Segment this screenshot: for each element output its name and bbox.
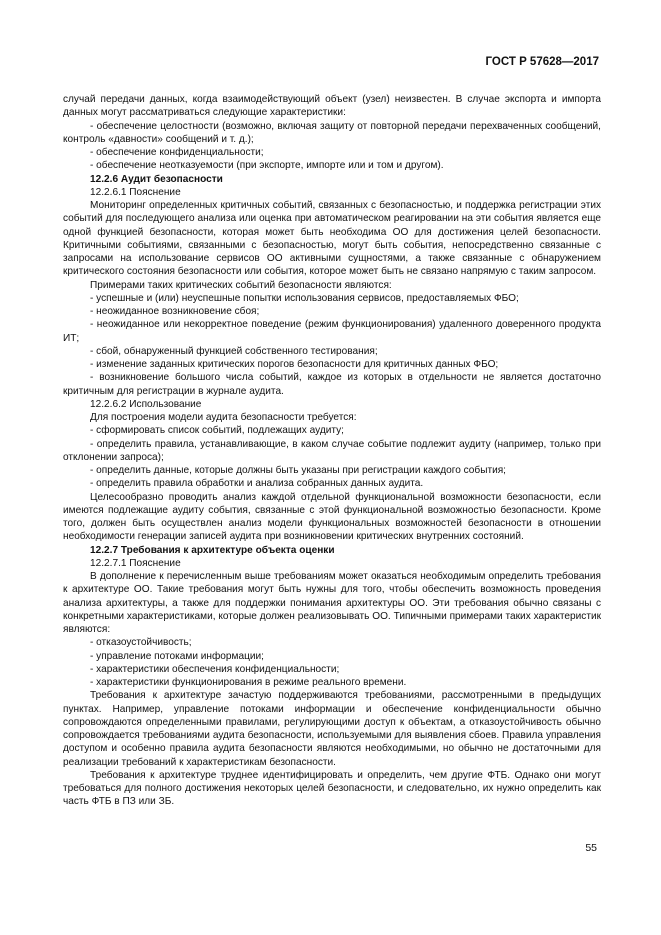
- paragraph: - успешные и (или) неуспешные попытки использования сервисов, предоставляемых ФБО;: [90, 292, 519, 304]
- paragraph: - определить данные, которые должны быть указаны при регистрации каждого события;: [90, 465, 506, 476]
- paragraph: Требования к архитектуре труднее идентифицировать и определить, чем другие ФТБ. Однако они могут требоваться для полного достижения некоторых целей безопасности, и следовательно, их нужно определить как часть ФТБ в ПЗ или ЗБ.: [63, 769, 601, 808]
- paragraph: Для построения модели аудита безопасности требуется:: [90, 412, 357, 423]
- paragraph: Примерами таких критических событий безопасности являются:: [90, 279, 392, 291]
- document-header: ГОСТ Р 57628—2017: [485, 56, 599, 68]
- paragraph: - управление потоками информации;: [90, 650, 264, 662]
- page-number: 55: [585, 842, 597, 854]
- paragraph: - обеспечение целостности (возможно, включая защиту от повторной передачи перехваченных сообщений, контроль «давности» сообщений и т. д.);: [63, 120, 601, 145]
- paragraph: - сформировать список событий, подлежащих аудиту;: [90, 425, 344, 437]
- paragraph: - обеспечение конфиденциальности;: [90, 147, 264, 158]
- paragraph: 12.2.6.2 Использование: [90, 398, 202, 410]
- paragraph: - характеристики обеспечения конфиденциальности;: [90, 663, 340, 675]
- paragraph: - возникновение большого числа событий, каждое из которых в отдельности не является достаточно критичным для регистрации в журнале аудита.: [63, 372, 601, 397]
- paragraph: - определить правила, устанавливающие, в каком случае событие подлежит аудиту (например, только при отклонении запроса);: [63, 438, 601, 463]
- paragraph: Требования к архитектуре зачастую поддерживаются требованиями, рассмотренными в предыдущих пунктах. Например, управление потоками информации и обеспечение конфиденциальности обычно сопровождаются определенными правилами, регулирующими доступ к объектам, а отказоустойчивость обычно сопровождается требованиями аудита безопасности, используемыми для выявления сбоев. Правила управления доступом и особенно правила аудита безопасности являются необходимыми, но обычно не достаточными для реализации требований к характеристикам безопасности.: [63, 690, 601, 768]
- section-heading: 12.2.7 Требования к архитектуре объекта оценки: [90, 544, 335, 556]
- paragraph: В дополнение к перечисленным выше требованиям может оказаться необходимым определить требования к архитектуре ОО. Такие требования могут быть нужны для того, чтобы обеспечить возможность проведения анализа архитектуры, а также для поддержки понимания архитектуры ОО. Эти требования обычно связаны с конкретными характеристиками, которые должен реализовывать ОО. Типичными примерами таких характеристик являются:: [63, 571, 601, 635]
- paragraph: Целесообразно проводить анализ каждой отдельной функциональной возможности безопасности, если имеются подлежащие аудиту события, связанные с этой функциональной возможностью безопасности. Кроме того, должен быть осуществлен анализ модели функциональных возможностей безопасности в отношении необходимости генерации записей аудита при возникновении критических внутренних состояний.: [63, 491, 601, 543]
- paragraph: - изменение заданных критических порогов безопасности для критичных данных ФБО;: [90, 359, 499, 370]
- paragraph: - характеристики функционирования в режиме реального времени.: [90, 677, 407, 688]
- paragraph: 12.2.6.1 Пояснение: [90, 186, 181, 198]
- paragraph: случай передачи данных, когда взаимодействующий объект (узел) неизвестен. В случае экспорта и импорта данных могут рассматриваться следующие характеристики:: [63, 94, 601, 119]
- section-heading: 12.2.6 Аудит безопасности: [90, 173, 223, 185]
- paragraph: Мониторинг определенных критичных событий, связанных с безопасностью, и поддержка регистрации этих событий для последующего анализа или оценка при автоматическом реагировании на эти события является еще одной функцией безопасности, которая может быть необходима ОО для достижения целей безопасности. Критичными событиями, связанными с безопасностью, могут быть события, непосредственно связанные с запросами на использование сервисов ОО активными сущностями, а также связанные с обнаружением критического состояния безопасности или события, которое может быть не связано напрямую с таким запросом.: [63, 200, 601, 278]
- paragraph: 12.2.7.1 Пояснение: [90, 557, 181, 569]
- paragraph: - определить правила обработки и анализа собранных данных аудита.: [90, 478, 424, 490]
- document-body: [63, 93, 601, 809]
- paragraph: - сбой, обнаруженный функцией собственного тестирования;: [90, 345, 378, 357]
- paragraph: - неожиданное или некорректное поведение (режим функционирования) удаленного доверенного продукта ИТ;: [63, 319, 601, 344]
- paragraph: - неожиданное возникновение сбоя;: [90, 306, 260, 317]
- paragraph: - обеспечение неотказуемости (при экспорте, импорте или и том и другом).: [90, 160, 444, 172]
- paragraph: - отказоустойчивость;: [90, 637, 192, 649]
